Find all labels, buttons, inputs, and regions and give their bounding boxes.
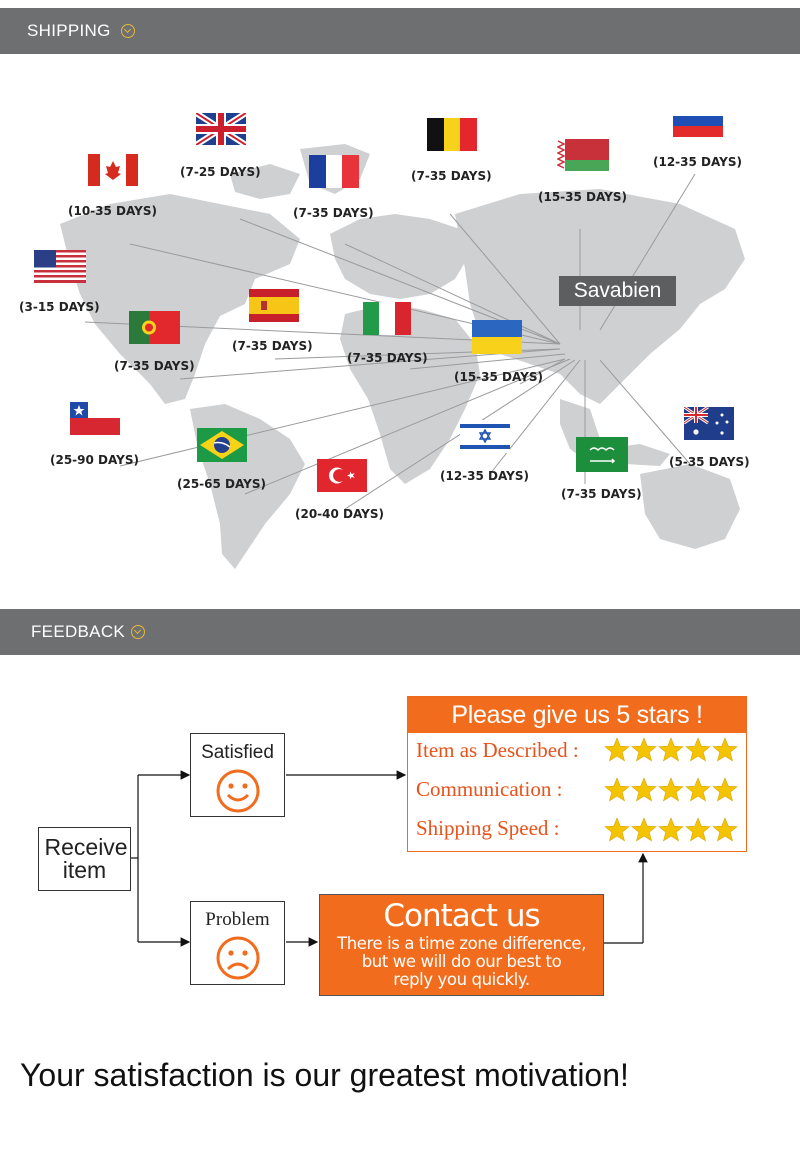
- star-group-2: [604, 777, 738, 803]
- feedback-title: FEEDBACK: [31, 622, 126, 641]
- brazil-flag: [197, 428, 247, 462]
- belarus-days-label: (15-35 DAYS): [538, 190, 627, 204]
- canada-days-label: (10-35 DAYS): [68, 204, 157, 218]
- shipping-section-header: [0, 8, 800, 54]
- australia-flag: [684, 407, 734, 440]
- italy-flag: [363, 302, 411, 335]
- contact-us-box[interactable]: [319, 894, 604, 996]
- spain-days-label: (7-35 DAYS): [232, 339, 313, 353]
- russia-days-label: (12-35 DAYS): [653, 155, 742, 169]
- contact-line-3: reply you quickly.: [393, 970, 530, 989]
- rating-label: Item as Described :: [416, 737, 579, 762]
- france-days-label: (7-35 DAYS): [293, 206, 374, 220]
- belarus-flag: [557, 139, 609, 171]
- contact-line-2: but we will do our best to: [361, 952, 562, 971]
- feedback-section-header: [0, 609, 800, 655]
- satisfied-box: [190, 733, 285, 817]
- smiley-face-icon: [215, 768, 261, 814]
- star-group-3: [604, 817, 738, 843]
- receive-item-box: [38, 827, 131, 891]
- chile-flag: [70, 402, 120, 435]
- star-icons: [604, 777, 738, 803]
- brazil-days-label: (25-65 DAYS): [177, 477, 266, 491]
- saudi-days-label: (7-35 DAYS): [561, 487, 642, 501]
- israel-days-label: (12-35 DAYS): [440, 469, 529, 483]
- problem-label: Problem: [205, 909, 270, 930]
- ukraine-days-label: (15-35 DAYS): [454, 370, 543, 384]
- chile-days-label: (25-90 DAYS): [50, 453, 139, 467]
- russia-flag: [673, 105, 723, 137]
- belgium-flag: [427, 118, 477, 151]
- turkey-days-label: (20-40 DAYS): [295, 507, 384, 521]
- shipping-title: SHIPPING: [27, 21, 111, 40]
- australia-days-label: (5-35 DAYS): [669, 455, 750, 469]
- contact-title: Contact us: [383, 898, 540, 934]
- sad-face-icon: [215, 935, 261, 981]
- uk-days-label: (7-25 DAYS): [180, 165, 261, 179]
- canada-flag: [88, 154, 138, 186]
- satisfaction-slogan: Your satisfaction is our greatest motivation!: [20, 1057, 629, 1093]
- problem-box: [190, 901, 285, 985]
- usa-days-label: (3-15 DAYS): [19, 300, 100, 314]
- portugal-days-label: (7-35 DAYS): [114, 359, 195, 373]
- rating-row-item-described: [416, 737, 579, 763]
- chevron-down-icon[interactable]: [131, 625, 145, 639]
- portugal-flag: [129, 311, 180, 344]
- receive-item-label: Receive item: [44, 834, 128, 883]
- israel-flag: [460, 420, 510, 453]
- saudi-arabia-flag: [576, 437, 628, 472]
- rating-row-communication: [416, 776, 562, 802]
- rating-label: Communication :: [416, 776, 563, 801]
- turkey-flag: [317, 459, 367, 492]
- star-icons: [604, 817, 738, 843]
- united-kingdom-flag: [196, 113, 246, 145]
- shipping-map: [0, 54, 800, 609]
- france-flag: [309, 155, 359, 188]
- belgium-days-label: (7-35 DAYS): [411, 169, 492, 183]
- five-stars-title: Please give us 5 stars !: [408, 697, 746, 733]
- satisfied-label: Satisfied: [201, 742, 274, 763]
- contact-line-1: There is a time zone difference,: [337, 934, 586, 953]
- five-stars-panel: [407, 696, 747, 852]
- ukraine-flag: [472, 320, 522, 354]
- usa-flag: [34, 250, 86, 283]
- spain-flag: [249, 289, 299, 322]
- star-group-1: [604, 737, 738, 763]
- hub-label: Savabien: [559, 276, 676, 306]
- rating-label: Shipping Speed :: [416, 815, 560, 840]
- italy-days-label: (7-35 DAYS): [347, 351, 428, 365]
- rating-row-shipping-speed: [416, 815, 560, 841]
- chevron-down-icon[interactable]: [121, 24, 135, 38]
- star-icons: [604, 737, 738, 763]
